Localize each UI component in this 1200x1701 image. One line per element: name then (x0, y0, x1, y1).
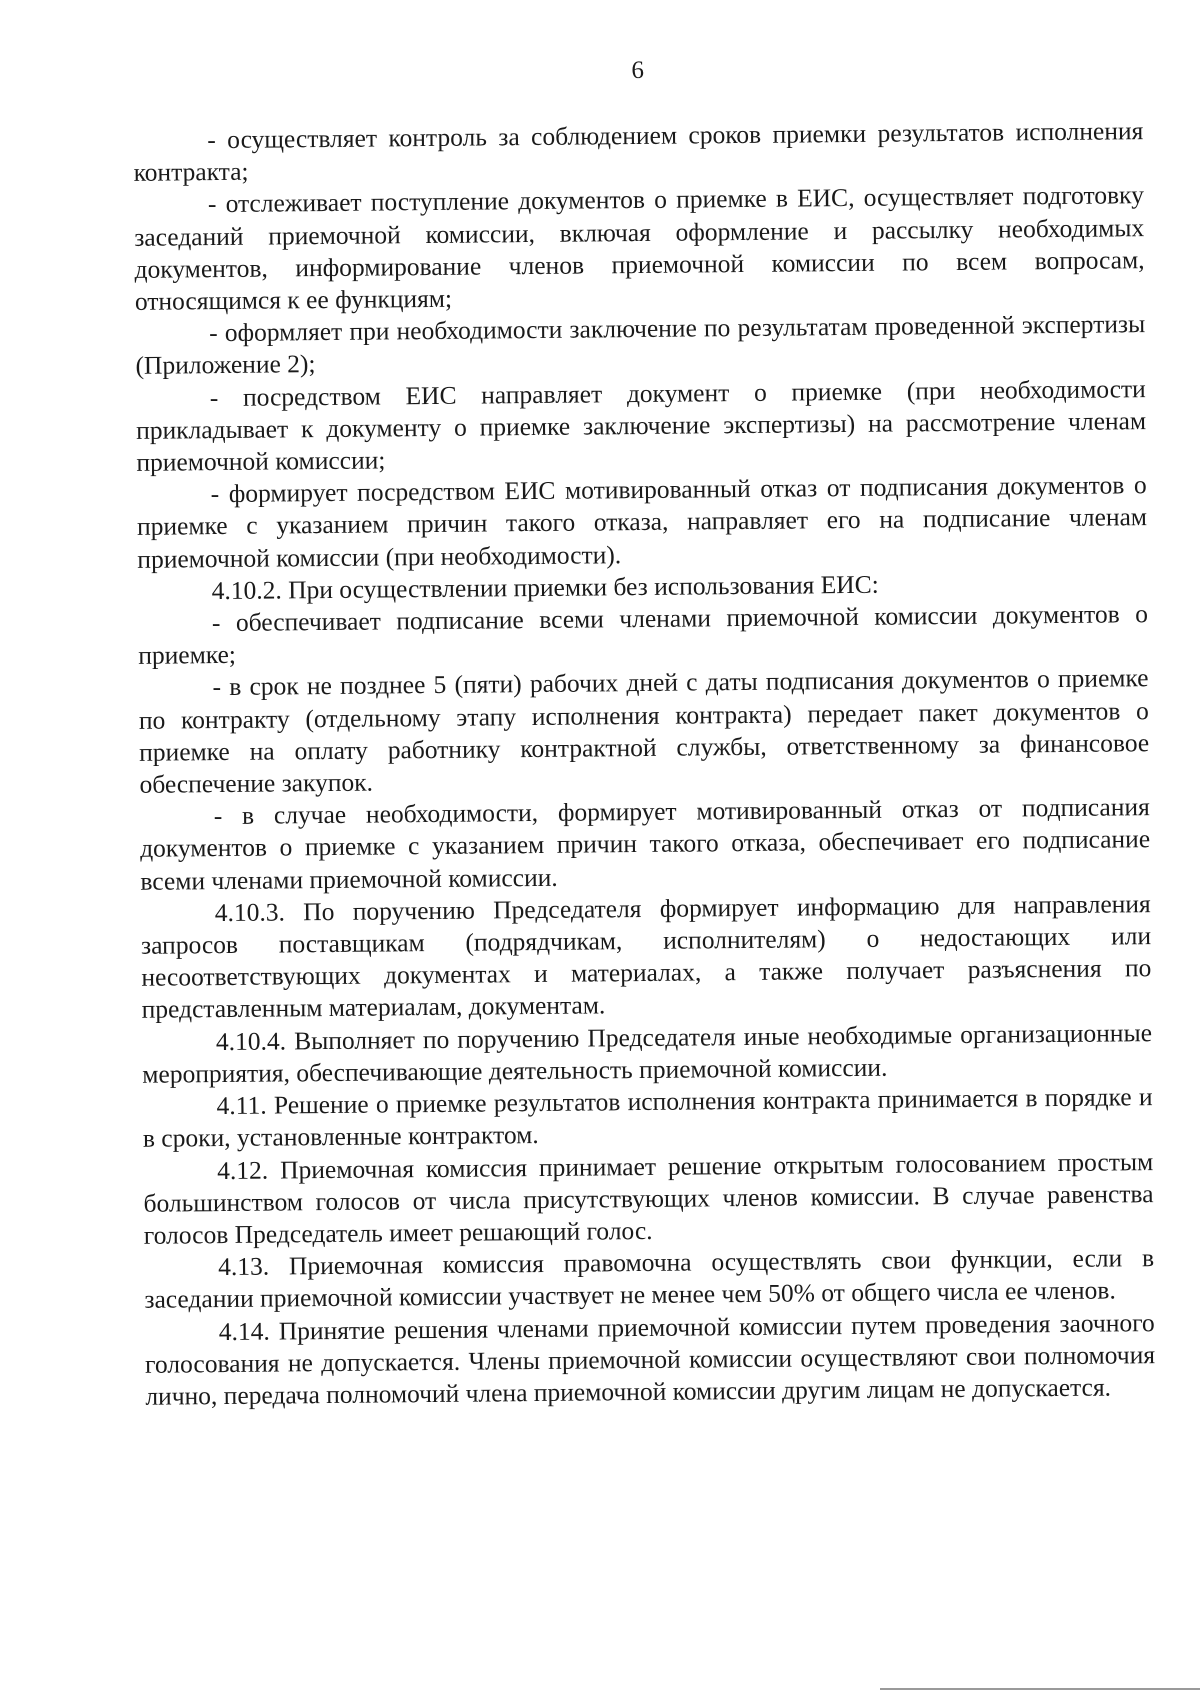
paragraph: 4.11. Решение о приемке результатов исполнения контракта принимается в порядке и в сроки, установленные контрактом. (142, 1082, 1153, 1154)
paragraph: 4.10.2. При осуществлении приемки без использования ЕИС: (211, 569, 879, 605)
page-number: 6 (631, 56, 645, 85)
paragraph: 4.12. Приемочная комиссия принимает решение открытым голосованием простым большинством голосов от числа присутствующих членов комиссии. В случае равенства голосов Председатель имеет решающий голос. (143, 1146, 1154, 1250)
paragraph: - оформляет при необходимости заключение по результатам проведенной экспертизы (Приложение 2); (135, 309, 1146, 381)
paragraph: - осуществляет контроль за соблюдением сроков приемки результатов исполнения контракта; (133, 116, 1144, 188)
document-body (133, 115, 1155, 1413)
paragraph: 4.14. Принятие решения членами приемочной комиссии путем проведения заочного голосования не допускается. Члены приемочной комиссии осуществляют свои полномочия лично, передача полномочий члена приемочной комиссии другим лицам не допускается. (144, 1307, 1156, 1411)
paragraph: - в срок не позднее 5 (пяти) рабочих дней с даты подписания документов о приемке по контракту (отдельному этапу исполнения контракта) передает пакет документов о приемке на оплату работнику контрактной службы, ответственному за финансовое обеспечение закупок. (138, 663, 1150, 799)
paragraph: - посредством ЕИС направляет документ о приемке (при необходимости прикладывает к документу о приемке заключение экспертизы) на рассмотрение членам приемочной комиссии; (135, 373, 1147, 477)
scan-edge-line (880, 1688, 1200, 1690)
paragraph: 4.10.3. По поручению Председателя формирует информацию для направления запросов поставщикам (подрядчикам, исполнителям) о недостающих или несоответствующих документах и материалах, а также получает разъяснения по представленным материалам, документам. (140, 888, 1152, 1025)
document-page (132, 0, 1158, 1701)
paragraph: - обеспечивает подписание всеми членами приемочной комиссии документов о приемке; (138, 599, 1149, 671)
paragraph: 4.13. Приемочная комиссия правомочна осуществлять свои функции, если в заседании приемочной комиссии участвует не менее чем 50% от общего числа ее членов. (144, 1243, 1155, 1315)
paragraph: 4.10.4. Выполняет по поручению Председателя иные необходимые организационные мероприятия, обеспечивающие деятельность приемочной комиссии. (142, 1017, 1153, 1089)
paragraph: - отслеживает поступление документов о приемке в ЕИС, осуществляет подготовку заседаний приемочной комиссии, включая оформление и рассылку необходимых документов, информирование членов приемочной комиссии по всем вопросам, относящимся к ее функциям; (134, 180, 1145, 316)
paragraph: - в случае необходимости, формирует мотивированный отказ от подписания документов о приемке с указанием причин такого отказа, обеспечивает его подписание всеми членами приемочной комиссии. (139, 792, 1151, 896)
paragraph: - формирует посредством ЕИС мотивированный отказ от подписания документов о приемке с указанием причин такого отказа, направляет его на подписание членам приемочной комиссии (при необходимости). (136, 470, 1148, 574)
